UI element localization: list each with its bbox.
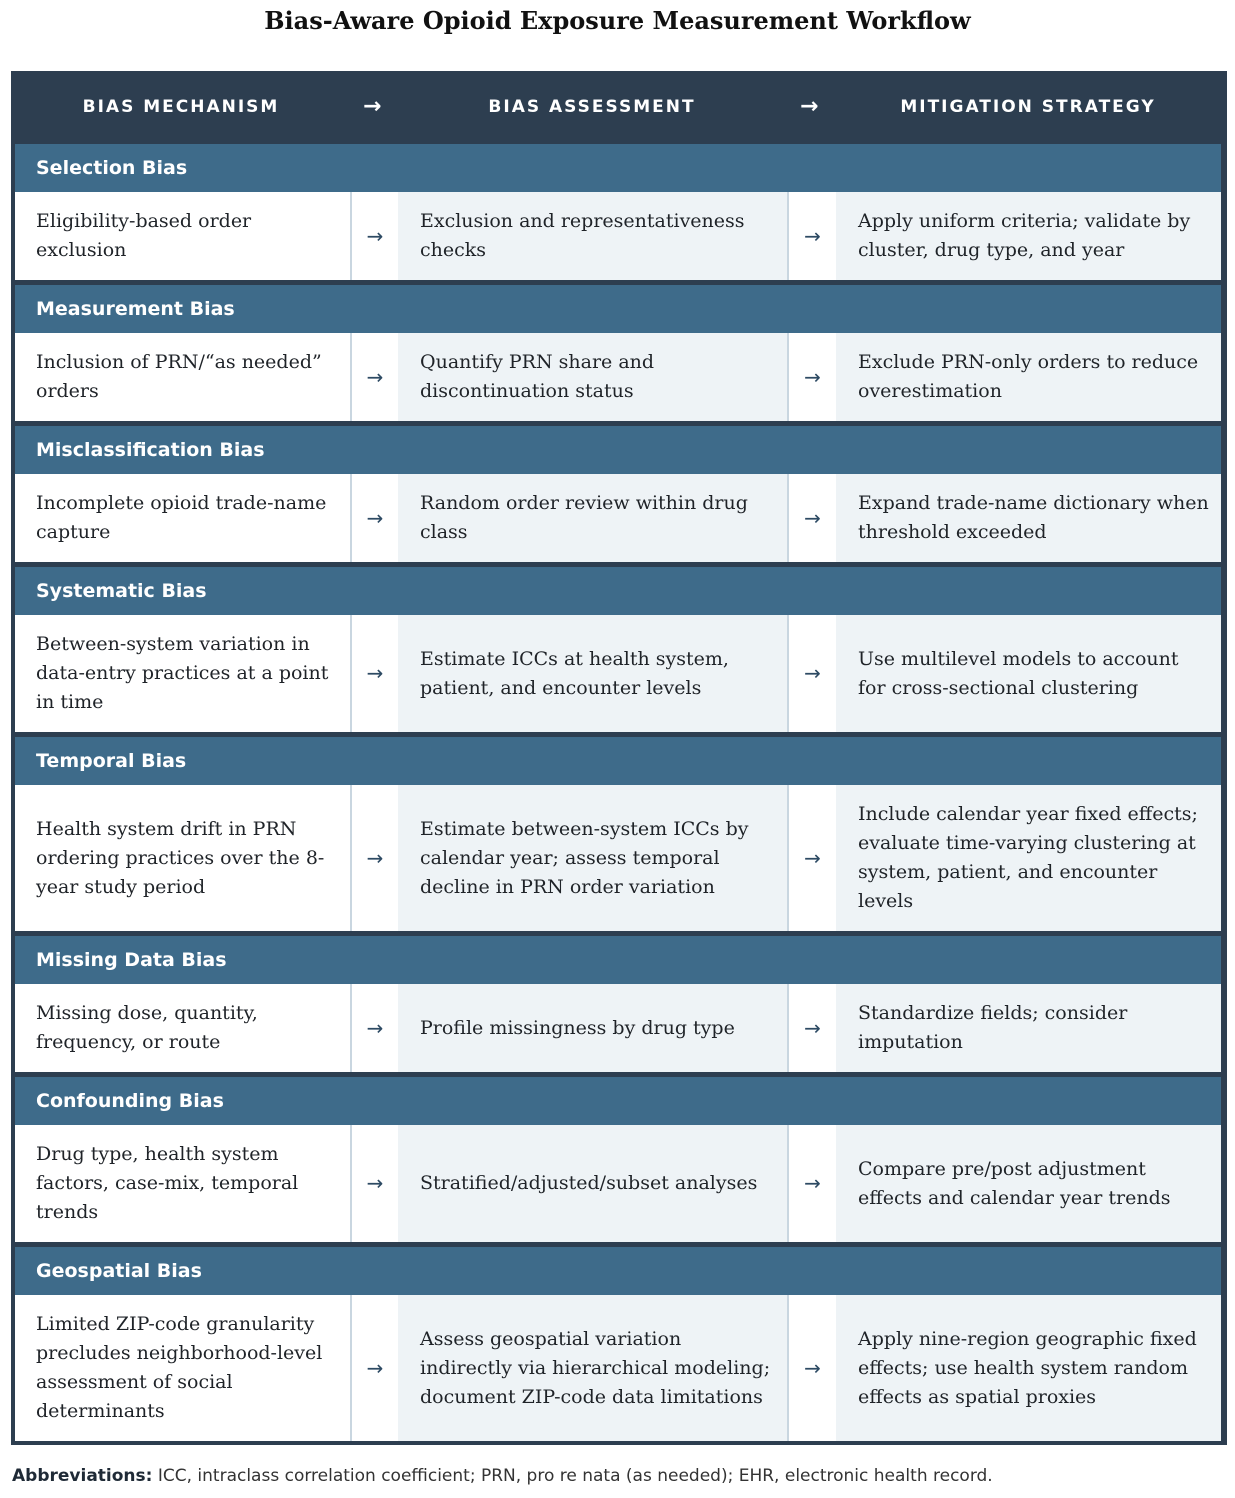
arrow-icon: → [787,615,836,732]
mechanism-cell: Limited ZIP-code granularity precludes neighborhood-level assessment of social determinants [15,1295,350,1441]
table-row [15,1295,1221,1441]
assessment-cell: Estimate between-system ICCs by calendar year; assess temporal decline in PRN order variation [398,785,787,931]
section-header-measurement-bias: Measurement Bias [15,285,1221,333]
header-mitigation-strategy: MITIGATION STRATEGY [900,97,1156,117]
section-header-selection-bias: Selection Bias [15,144,1221,192]
mitigation-cell: Compare pre/post adjustment effects and calendar year trends [836,1125,1221,1242]
arrow-icon: → [787,984,836,1072]
header-bias-assessment: BIAS ASSESSMENT [488,97,696,117]
mechanism-cell: Incomplete opioid trade-name capture [15,474,350,562]
mitigation-cell: Include calendar year fixed effects; evaluate time-varying clustering at system, patient, and encounter levels [836,785,1221,931]
table-row [15,192,1221,280]
mechanism-cell: Drug type, health system factors, case-mix, temporal trends [15,1125,350,1242]
table-row [15,474,1221,562]
abbreviations-label: Abbreviations: [12,1466,153,1486]
header-arrow-2: → [800,94,819,119]
section-header-geospatial-bias: Geospatial Bias [15,1247,1221,1295]
arrow-icon: → [350,474,398,562]
assessment-cell: Exclusion and representativeness checks [398,192,787,280]
abbreviations-footnote [12,1466,993,1486]
assessment-cell: Estimate ICCs at health system, patient, and encounter levels [398,615,787,732]
mechanism-cell: Missing dose, quantity, frequency, or route [15,984,350,1072]
mitigation-cell: Exclude PRN-only orders to reduce overestimation [836,333,1221,421]
arrow-icon: → [350,785,398,931]
assessment-cell: Assess geospatial variation indirectly via hierarchical modeling; document ZIP-code data limitations [398,1295,787,1441]
mitigation-cell: Apply uniform criteria; validate by cluster, drug type, and year [836,192,1221,280]
arrow-icon: → [350,984,398,1072]
section-header-missing-data-bias: Missing Data Bias [15,936,1221,984]
arrow-icon: → [350,333,398,421]
arrow-icon: → [350,1295,398,1441]
table-header [11,71,1227,143]
table-row [15,615,1221,732]
mechanism-cell: Health system drift in PRN ordering practices over the 8-year study period [15,785,350,931]
arrow-icon: → [787,474,836,562]
table-row [15,333,1221,421]
arrow-icon: → [787,333,836,421]
mechanism-cell: Between-system variation in data-entry practices at a point in time [15,615,350,732]
page-title: Bias-Aware Opioid Exposure Measurement Workflow [264,6,971,35]
arrow-icon: → [350,1125,398,1242]
table-row [15,1125,1221,1242]
mitigation-cell: Standardize fields; consider imputation [836,984,1221,1072]
table-row [15,785,1221,931]
section-header-systematic-bias: Systematic Bias [15,567,1221,615]
section-header-misclassification-bias: Misclassification Bias [15,426,1221,474]
assessment-cell: Stratified/adjusted/subset analyses [398,1125,787,1242]
assessment-cell: Profile missingness by drug type [398,984,787,1072]
abbreviations-text: ICC, intraclass correlation coefficient; PRN, pro re nata (as needed); EHR, electronic health record. [152,1466,993,1486]
table-row [15,984,1221,1072]
section-header-temporal-bias: Temporal Bias [15,737,1221,785]
assessment-cell: Quantify PRN share and discontinuation status [398,333,787,421]
header-bias-mechanism: BIAS MECHANISM [82,97,280,117]
mitigation-cell: Expand trade-name dictionary when threshold exceeded [836,474,1221,562]
workflow-table [11,71,1227,1445]
mechanism-cell: Inclusion of PRN/“as needed” orders [15,333,350,421]
arrow-icon: → [787,785,836,931]
mechanism-cell: Eligibility-based order exclusion [15,192,350,280]
arrow-icon: → [787,1125,836,1242]
section-header-confounding-bias: Confounding Bias [15,1077,1221,1125]
mitigation-cell: Use multilevel models to account for cross-sectional clustering [836,615,1221,732]
arrow-icon: → [787,1295,836,1441]
header-arrow-1: → [363,94,382,119]
mitigation-cell: Apply nine-region geographic fixed effects; use health system random effects as spatial proxies [836,1295,1221,1441]
arrow-icon: → [350,192,398,280]
assessment-cell: Random order review within drug class [398,474,787,562]
arrow-icon: → [350,615,398,732]
arrow-icon: → [787,192,836,280]
